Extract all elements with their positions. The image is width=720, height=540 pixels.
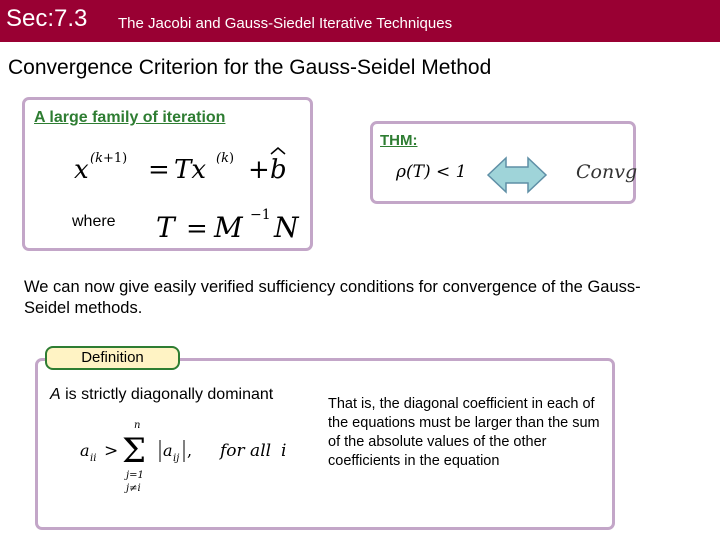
statement-text: is strictly diagonally dominant xyxy=(60,386,274,403)
t-formula xyxy=(152,203,307,245)
double-arrow-icon xyxy=(486,155,548,195)
svg-text:M: M xyxy=(214,211,243,244)
diagonal-dominance-formula xyxy=(78,418,308,500)
svg-text:+: + xyxy=(248,155,270,185)
svg-text:Tx: Tx xyxy=(174,155,207,185)
theorem-label: THM: xyxy=(380,132,418,149)
spectral-radius-condition: ρ(T) < 1 xyxy=(396,162,467,182)
svg-text:j≠i: j≠i xyxy=(126,483,141,494)
section-title: The Jacobi and Gauss-Siedel Iterative Techniques xyxy=(118,15,453,32)
sufficiency-paragraph: We can now give easily verified sufficiency conditions for convergence of the Gauss-Seidel methods. xyxy=(24,278,641,317)
for-all-label: for all xyxy=(220,441,272,461)
title-bar xyxy=(0,0,720,42)
svg-text:b: b xyxy=(270,155,287,185)
svg-text:N: N xyxy=(274,211,299,244)
svg-text:−1: −1 xyxy=(250,207,271,223)
where-label: where xyxy=(72,213,116,230)
svg-text:>: > xyxy=(104,441,119,461)
definition-label: Definition xyxy=(45,346,180,370)
svg-text:,: , xyxy=(187,441,193,460)
iteration-formula xyxy=(70,140,300,188)
svg-text:ij: ij xyxy=(173,453,180,464)
svg-text:a: a xyxy=(163,441,173,460)
svg-text:j=1: j=1 xyxy=(126,470,144,481)
svg-text:ii: ii xyxy=(90,453,97,464)
matrix-a-symbol: A xyxy=(50,386,61,403)
diagonal-dominance-statement xyxy=(50,386,273,404)
svg-text:(k+1): (k+1) xyxy=(90,151,128,166)
svg-text:x: x xyxy=(74,155,89,185)
svg-text:(k): (k) xyxy=(216,151,235,166)
svg-text:=: = xyxy=(148,155,170,185)
svg-text:n: n xyxy=(134,420,141,431)
iteration-family-label: A large family of iteration xyxy=(34,109,226,126)
svg-text:=: = xyxy=(186,214,208,244)
svg-text:Σ: Σ xyxy=(122,431,147,471)
section-number: Sec:7.3 xyxy=(6,5,88,32)
svg-text:a: a xyxy=(80,441,90,460)
svg-text:T: T xyxy=(156,211,175,244)
svg-text:i: i xyxy=(281,441,287,461)
slide-subtitle: Convergence Criterion for the Gauss-Seidel Method xyxy=(8,56,492,79)
dominance-explanation: That is, the diagonal coefficient in each of the equations must be larger than the sum of the absolute values of the other coefficients in the equation xyxy=(328,396,600,469)
convergence-label: Convg xyxy=(576,161,638,183)
